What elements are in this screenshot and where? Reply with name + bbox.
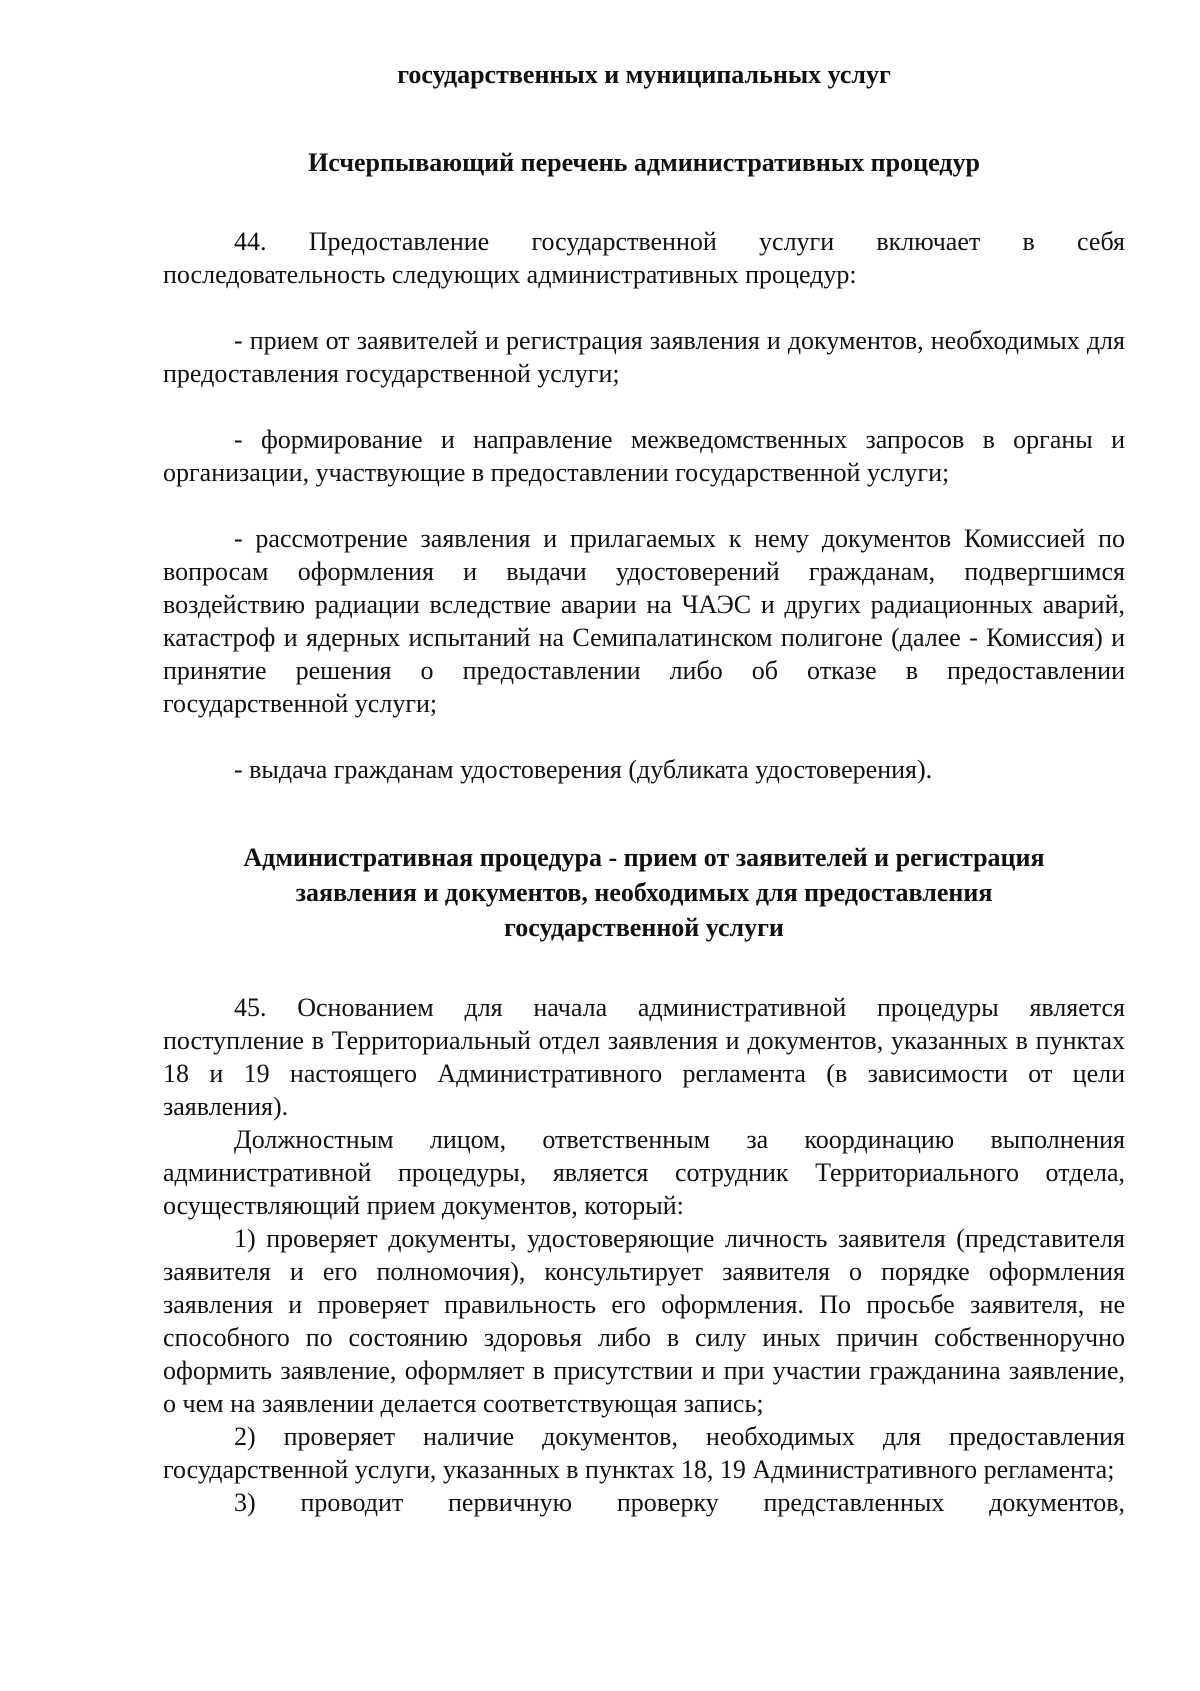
section-title-line: заявления и документов, необходимых для предоставления	[295, 878, 993, 907]
bullet-item-4: - выдача гражданам удостоверения (дубликата удостоверения).	[234, 755, 933, 784]
continued-heading: государственных и муниципальных услуг	[397, 60, 891, 89]
section-title-procedures-list: Исчерпывающий перечень административных процедур	[308, 148, 980, 177]
numbered-item-2: 2) проверяет наличие документов, необходимых для предоставления государственной услуги, указанных в пунктах 18, 19 Административного регламента;	[163, 1422, 1125, 1484]
bullet-item-2: - формирование и направление межведомственных запросов в органы и организации, участвующие в предоставлении государственной услуги;	[163, 425, 1125, 487]
paragraph-45: 45. Основанием для начала административной процедуры является поступление в Территориальный отдел заявления и документов, указанных в пунктах 18 и 19 настоящего Административного регламента (в зависимости от цели заявления).	[163, 993, 1125, 1121]
paragraph-official: Должностным лицом, ответственным за координацию выполнения административной процедуры, является сотрудник Территориального отдела, осуществляющий прием документов, который:	[163, 1125, 1125, 1220]
section-title-line: государственной услуги	[504, 913, 784, 942]
paragraph-44: 44. Предоставление государственной услуги включает в себя последовательность следующих административных процедур:	[163, 227, 1125, 289]
bullet-item-1: - прием от заявителей и регистрация заявления и документов, необходимых для предоставления государственной услуги;	[163, 326, 1125, 388]
numbered-item-3: 3) проводит первичную проверку представленных документов,	[234, 1488, 1125, 1517]
document-body	[163, 50, 1125, 1519]
section-title-line: Административная процедура - прием от заявителей и регистрация	[243, 843, 1045, 872]
numbered-item-1: 1) проверяет документы, удостоверяющие личность заявителя (представителя заявителя и его полномочия), консультирует заявителя о порядке оформления заявления и проверяет правильность его оформления. По просьбе заявителя, не способного по состоянию здоровья либо в силу иных причин собственноручно оформить заявление, оформляет в присутствии и при участии гражданина заявление, о чем на заявлении делается соответствующая запись;	[163, 1224, 1125, 1418]
bullet-item-3: - рассмотрение заявления и прилагаемых к нему документов Комиссией по вопросам оформления и выдачи удостоверений гражданам, подвергшимся воздействию радиации вследствие аварии на ЧАЭС и других радиационных аварий, катастроф и ядерных испытаний на Семипалатинском полигоне (далее - Комиссия) и принятие решения о предоставлении либо об отказе в предоставлении государственной услуги;	[163, 524, 1125, 718]
section-title-reception-procedure	[163, 840, 1125, 945]
